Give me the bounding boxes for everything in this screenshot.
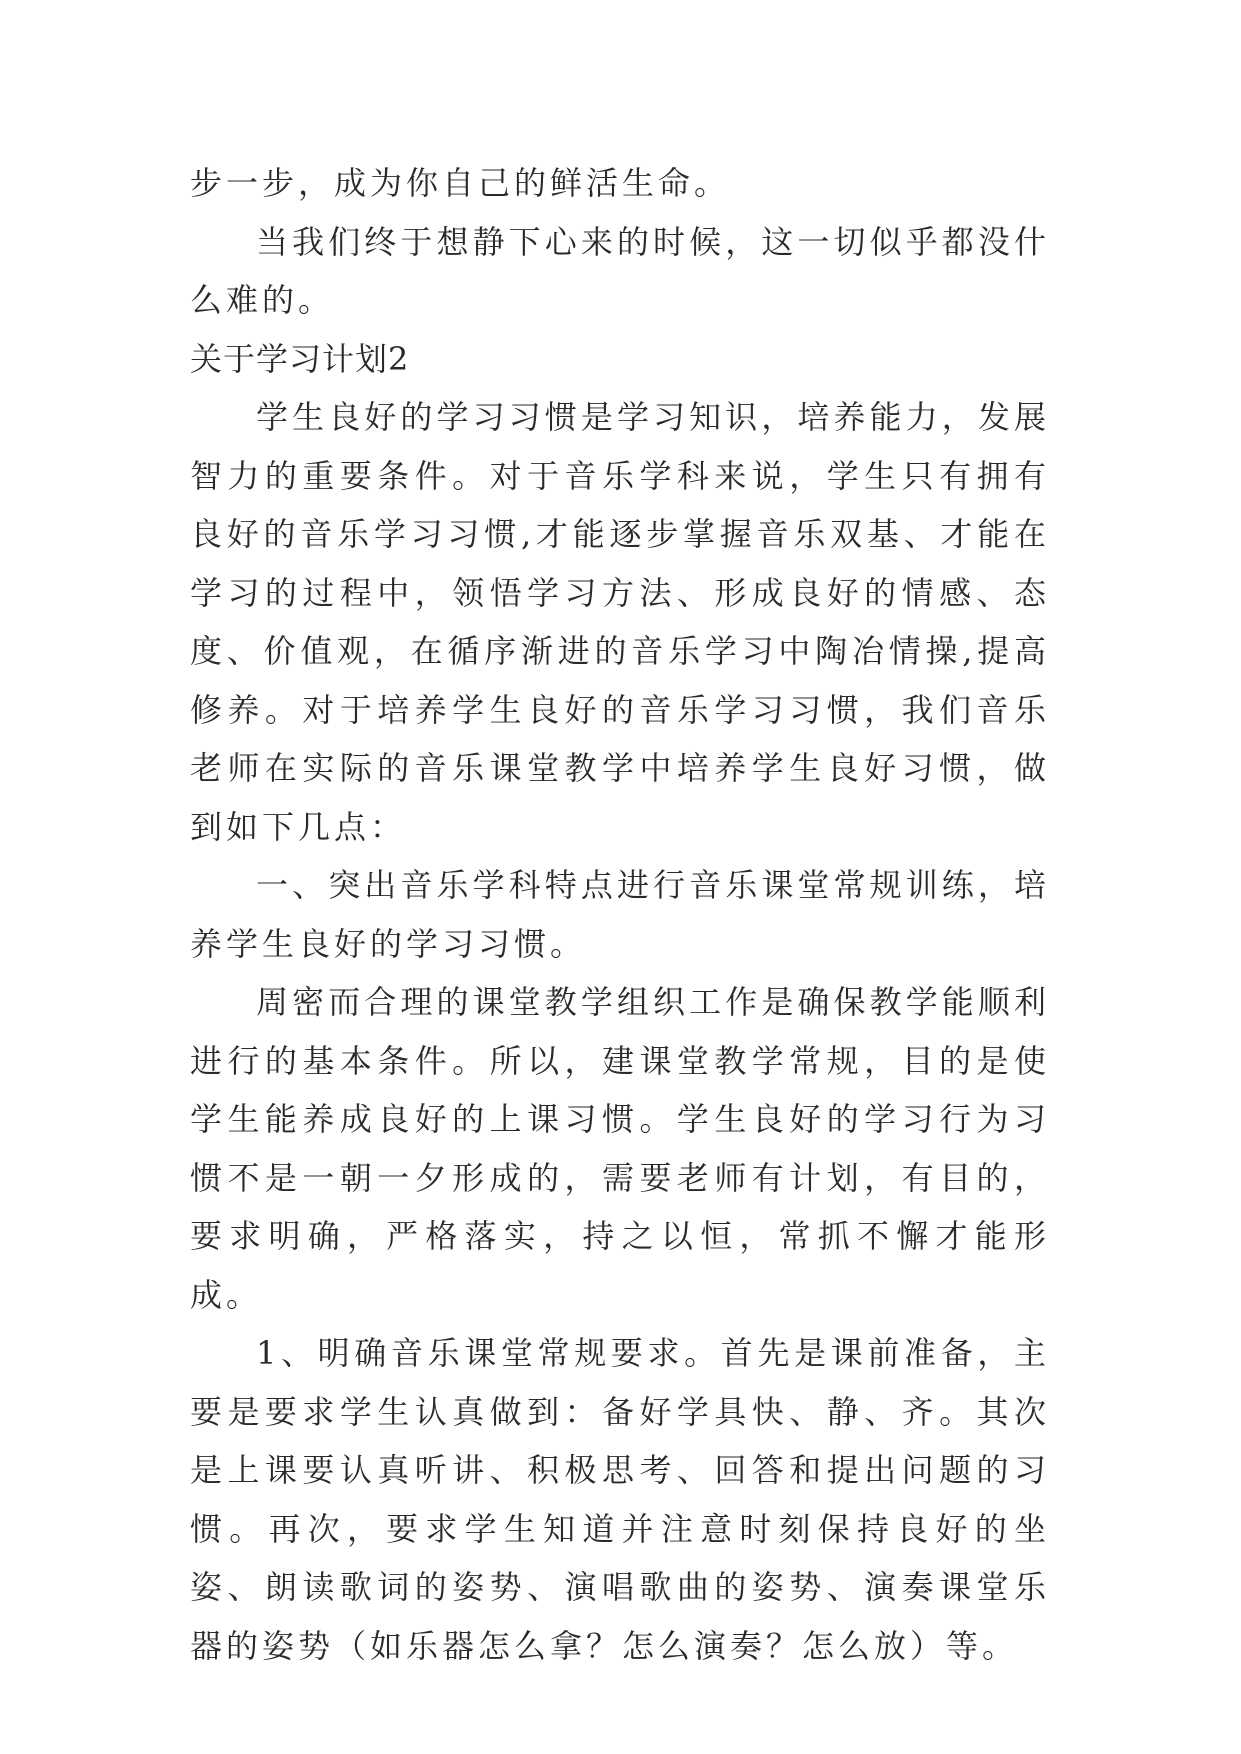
paragraph: 当我们终于想静下心来的时候，这一切似乎都没什么难的。 [190, 222, 1050, 319]
paragraph: 学生良好的学习习惯是学习知识，培养能力，发展智力的重要条件。对于音乐学科来说，学生只有拥有良好的音乐学习习惯,才能逐步掌握音乐双基、才能在学习的过程中，领悟学习方法、形成良好的情感、态度、价值观，在循序渐进的音乐学习中陶冶情操,提高修养。对于培养学生良好的音乐学习习惯，我们音乐老师在实际的音乐课堂教学中培养学生良好习惯，做到如下几点： [190, 398, 1050, 846]
paragraph: 一、突出音乐学科特点进行音乐课堂常规训练，培养学生良好的学习习惯。 [190, 866, 1050, 963]
section-heading: 关于学习计划2 [190, 339, 410, 378]
paragraph-continuation: 步一步，成为你自己的鲜活生命。 [190, 164, 731, 202]
paragraph: 周密而合理的课堂教学组织工作是确保教学能顺利进行的基本条件。所以，建课堂教学常规，目的是使学生能养成良好的上课习惯。学生良好的学习行为习惯不是一朝一夕形成的，需要老师有计划，有目的，要求明确，严格落实，持之以恒，常抓不懈才能形成。 [190, 983, 1050, 1314]
paragraph: 1、明确音乐课堂常规要求。首先是课前准备，主要是要求学生认真做到：备好学具快、静、齐。其次是上课要认真听讲、积极思考、回答和提出问题的习惯。再次，要求学生知道并注意时刻保持良好的坐姿、朗读歌词的姿势、演唱歌曲的姿势、演奏课堂乐器的姿势（如乐器怎么拿？怎么演奏？怎么放）等。 [190, 1334, 1050, 1665]
document-body [190, 154, 1050, 1675]
